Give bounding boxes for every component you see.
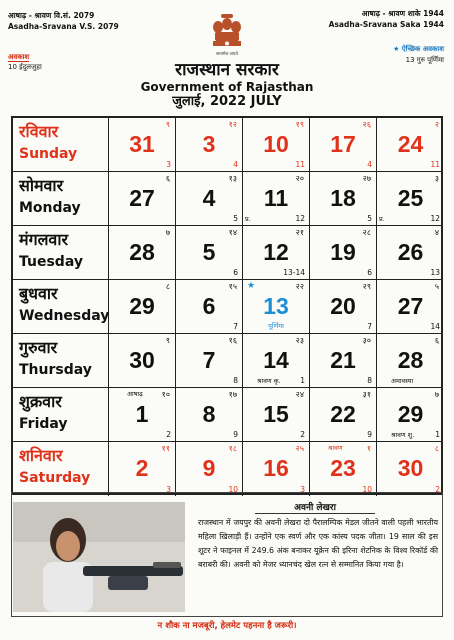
hindi-date: २५	[295, 444, 304, 453]
day-name-saturday	[13, 442, 109, 496]
optional-holiday-label: ★ ऐच्छिक अवकाश	[393, 45, 444, 53]
hindi-date: ३०	[362, 336, 371, 345]
hindi-date: २२	[295, 282, 304, 291]
date-cell[interactable]	[176, 226, 243, 279]
date-cell[interactable]	[109, 226, 176, 279]
day-name-english: Tuesday	[19, 254, 83, 270]
hindi-date: १६	[228, 336, 237, 345]
state-emblem-icon	[209, 10, 245, 58]
day-name-hindi: रविवार	[19, 122, 59, 141]
date-number: 27	[129, 185, 155, 211]
hindi-date: १९	[295, 120, 304, 129]
date-cell[interactable]	[310, 226, 377, 279]
tithi-number: 10	[362, 485, 372, 494]
calendar-grid	[11, 116, 443, 495]
date-cell[interactable]	[176, 280, 243, 333]
tithi-note: प्र.	[245, 215, 251, 223]
tithi-number: 6	[233, 268, 238, 277]
date-number: 15	[263, 401, 289, 427]
date-cell[interactable]	[377, 334, 444, 387]
tithi-note: श्रावण शु.	[391, 431, 415, 439]
tithi-note: श्रावण कृ.	[257, 377, 281, 385]
date-number: 28	[397, 347, 424, 373]
hindi-date: ३१	[362, 390, 371, 399]
day-name-sunday	[13, 118, 109, 171]
date-number: 19	[330, 239, 356, 265]
athlete-photo	[13, 502, 185, 612]
day-name-hindi: शनिवार	[19, 446, 63, 465]
hindi-date: १	[366, 444, 371, 453]
date-cell[interactable]	[377, 280, 444, 333]
day-name-friday	[13, 388, 109, 441]
date-cell[interactable]	[377, 442, 444, 496]
hindi-date: ७	[165, 228, 170, 237]
tithi-number: 11	[430, 160, 440, 169]
date-cell[interactable]	[109, 442, 176, 496]
hindi-date: १०	[161, 390, 170, 399]
week-row-wednesday	[13, 280, 441, 334]
tithi-number: 13-14	[283, 268, 305, 277]
hindi-date: ९	[165, 336, 170, 345]
hindi-date: १२	[228, 120, 237, 129]
hindi-date: ७	[434, 390, 439, 399]
week-row-friday	[13, 388, 441, 442]
hindi-date: ६	[434, 336, 439, 345]
day-name-english: Thursday	[19, 362, 92, 378]
date-number: 24	[397, 131, 424, 157]
date-number: 6	[202, 293, 216, 319]
date-number: 29	[397, 401, 424, 427]
star-icon: ★	[247, 281, 256, 291]
tithi-note: प्र.	[379, 215, 385, 223]
tithi-number: 7	[367, 322, 372, 331]
date-cell[interactable]	[377, 172, 444, 225]
date-number: 20	[330, 293, 356, 319]
tithi-number: 2	[435, 485, 440, 494]
date-cell[interactable]	[243, 280, 310, 333]
saka-hindi: आषाढ़ - श्रावण शाके 1944	[361, 9, 444, 18]
date-number: 16	[263, 455, 289, 481]
day-name-hindi: सोमवार	[19, 176, 64, 195]
date-cell[interactable]	[176, 118, 243, 171]
date-number: 9	[202, 455, 216, 481]
bio-text: राजस्थान में जयपुर की अवनी लेखरा दो पैरालम्पिक मेडल जीतने वाली पहली भारतीय महिला खिलाड़ी हैं। उन्होंने एक स्वर्ण और एक कांस्य पदक जीता। 19 साल की इस शूटर ने फाइनल में 249.6 अंक बनाकर यूक्रेन की इरिना शेटनिक के विश्व रिकॉर्ड की बराबरी की। अवनी को मेजर ध्यानचंद खेल रत्न से सम्मानित किया गया है।	[198, 518, 438, 569]
purnima-note: पूर्णिमा	[268, 322, 284, 330]
date-number: 14	[263, 347, 289, 373]
tithi-number: 3	[166, 160, 171, 169]
hindi-date: २१	[295, 228, 304, 237]
svg-text:सत्यमेव जयते: सत्यमेव जयते	[215, 52, 239, 57]
date-cell[interactable]	[310, 280, 377, 333]
date-number: 7	[202, 347, 216, 373]
week-row-tuesday	[13, 226, 441, 280]
tithi-number: 5	[233, 214, 238, 223]
date-number: 4	[202, 185, 216, 211]
hindi-date: २७	[362, 174, 371, 183]
hindi-date: २८	[362, 228, 371, 237]
date-cell[interactable]	[310, 442, 377, 496]
tithi-number: 4	[367, 160, 372, 169]
hindi-date: ६	[165, 174, 170, 183]
holiday-item: 10 ईदुलजुहा	[8, 63, 42, 71]
date-cell[interactable]	[176, 388, 243, 441]
day-name-tuesday	[13, 226, 109, 279]
date-number: 21	[330, 347, 356, 373]
hindi-date: ३	[434, 174, 439, 183]
date-cell[interactable]	[243, 442, 310, 496]
date-cell[interactable]	[310, 118, 377, 171]
date-number: 26	[397, 239, 424, 265]
hindi-date: ५	[434, 282, 439, 291]
tithi-number: 12	[295, 214, 305, 223]
date-number: 17	[330, 131, 356, 157]
week-row-monday	[13, 172, 441, 226]
title-block	[0, 60, 454, 109]
date-number: 11	[263, 185, 289, 211]
day-name-english: Wednesday	[19, 308, 110, 324]
helmet-slogan: न शौक ना मजबूरी, हेलमेट पहनना है जरूरी।	[157, 621, 297, 631]
tithi-number: 8	[367, 376, 372, 385]
date-cell[interactable]	[109, 334, 176, 387]
date-cell[interactable]	[109, 388, 176, 441]
tithi-number: 8	[233, 376, 238, 385]
hindi-date: १४	[228, 228, 237, 237]
date-number: 27	[397, 293, 424, 319]
tithi-number: 1	[300, 376, 305, 385]
date-number: 25	[397, 185, 424, 211]
hindi-date: २०	[295, 174, 304, 183]
date-number: 28	[129, 239, 155, 265]
month-note: श्रावण	[328, 444, 343, 452]
tithi-number: 4	[233, 160, 238, 169]
day-name-english: Friday	[19, 416, 68, 432]
tithi-number: 11	[295, 160, 305, 169]
tithi-number: 7	[233, 322, 238, 331]
tithi-number: 3	[166, 485, 171, 494]
tithi-number: 9	[233, 430, 238, 439]
week-row-thursday	[13, 334, 441, 388]
hindi-date: ९	[165, 120, 170, 129]
date-number: 1	[135, 401, 149, 427]
date-cell[interactable]	[377, 226, 444, 279]
date-cell[interactable]	[176, 172, 243, 225]
date-cell[interactable]	[377, 118, 444, 171]
date-number: 10	[263, 131, 289, 157]
date-cell[interactable]	[243, 172, 310, 225]
day-name-wednesday	[13, 280, 109, 333]
tithi-number: 5	[367, 214, 372, 223]
date-number: 2	[135, 455, 149, 481]
samvat-english: Asadha-Sravana V.S. 2079	[8, 22, 119, 31]
hindi-date: २४	[295, 390, 304, 399]
day-name-hindi: मंगलवार	[19, 230, 69, 249]
date-number: 30	[129, 347, 155, 373]
date-cell[interactable]	[310, 388, 377, 441]
date-cell[interactable]	[109, 118, 176, 171]
hindi-date: ११	[161, 444, 170, 453]
hindi-date: ८	[165, 282, 170, 291]
date-number: 29	[129, 293, 155, 319]
tithi-number: 14	[430, 322, 440, 331]
date-cell[interactable]	[176, 334, 243, 387]
date-number: 31	[129, 131, 155, 157]
month-title: जुलाई, 2022 JULY	[172, 94, 282, 109]
hindi-date: १३	[228, 174, 237, 183]
date-cell[interactable]	[310, 172, 377, 225]
tithi-number: 10	[228, 485, 238, 494]
hindi-date: १८	[228, 444, 237, 453]
day-name-hindi: शुक्रवार	[19, 392, 62, 411]
title-english: Government of Rajasthan	[140, 80, 314, 94]
date-number: 22	[330, 401, 356, 427]
date-cell[interactable]	[109, 172, 176, 225]
hindi-date: २६	[362, 120, 371, 129]
tithi-note: अमावस्या	[391, 377, 414, 385]
samvat-hindi: आषाढ़ - श्रावण वि.सं. 2079	[8, 11, 95, 20]
hindi-date: २९	[362, 282, 371, 291]
day-name-monday	[13, 172, 109, 225]
date-cell[interactable]	[176, 442, 243, 496]
header-left	[8, 10, 119, 32]
tithi-number: 1	[435, 430, 440, 439]
day-name-hindi: बुधवार	[19, 284, 58, 303]
date-cell[interactable]	[377, 388, 444, 441]
date-cell[interactable]	[243, 226, 310, 279]
saka-english: Asadha-Sravana Saka 1944	[328, 20, 444, 29]
title-hindi: राजस्थान सरकार	[175, 60, 279, 80]
day-name-thursday	[13, 334, 109, 387]
bio-title: अवनी लेखरा	[255, 500, 375, 514]
date-number: 18	[330, 185, 356, 211]
date-number: 23	[330, 455, 356, 481]
tithi-number: 6	[367, 268, 372, 277]
hindi-date: १७	[228, 390, 237, 399]
tithi-number: 9	[367, 430, 372, 439]
hindi-date: ८	[434, 444, 439, 453]
date-cell[interactable]	[310, 334, 377, 387]
day-name-english: Sunday	[19, 146, 78, 162]
hindi-date: ४	[434, 228, 439, 237]
date-cell[interactable]	[243, 118, 310, 171]
week-row-saturday	[13, 442, 441, 496]
day-name-english: Monday	[19, 200, 81, 216]
date-number: 8	[202, 401, 216, 427]
date-number: 30	[397, 455, 424, 481]
month-note: आषाढ़	[127, 390, 143, 398]
date-number: 3	[202, 131, 216, 157]
day-name-english: Saturday	[19, 470, 91, 486]
optional-holiday-item: 13 गुरु पूर्णिमा	[405, 56, 444, 64]
tithi-number: 2	[166, 430, 171, 439]
tithi-number: 12	[430, 214, 440, 223]
holiday-label: अवकाश	[8, 53, 30, 61]
hindi-date: २३	[295, 336, 304, 345]
tithi-number: 3	[300, 485, 305, 494]
date-number: 5	[202, 239, 216, 265]
tithi-number: 13	[430, 268, 440, 277]
hindi-date: १५	[228, 282, 237, 291]
header-right	[329, 8, 444, 30]
week-row-sunday	[13, 118, 441, 172]
day-name-hindi: गुरुवार	[19, 338, 58, 357]
date-cell[interactable]	[243, 334, 310, 387]
date-number: 13	[263, 293, 289, 319]
date-cell[interactable]	[243, 388, 310, 441]
date-cell[interactable]	[109, 280, 176, 333]
hindi-date: २	[434, 120, 439, 129]
date-number: 12	[263, 239, 289, 265]
tithi-number: 2	[300, 430, 305, 439]
star-icon: ★	[393, 45, 402, 53]
